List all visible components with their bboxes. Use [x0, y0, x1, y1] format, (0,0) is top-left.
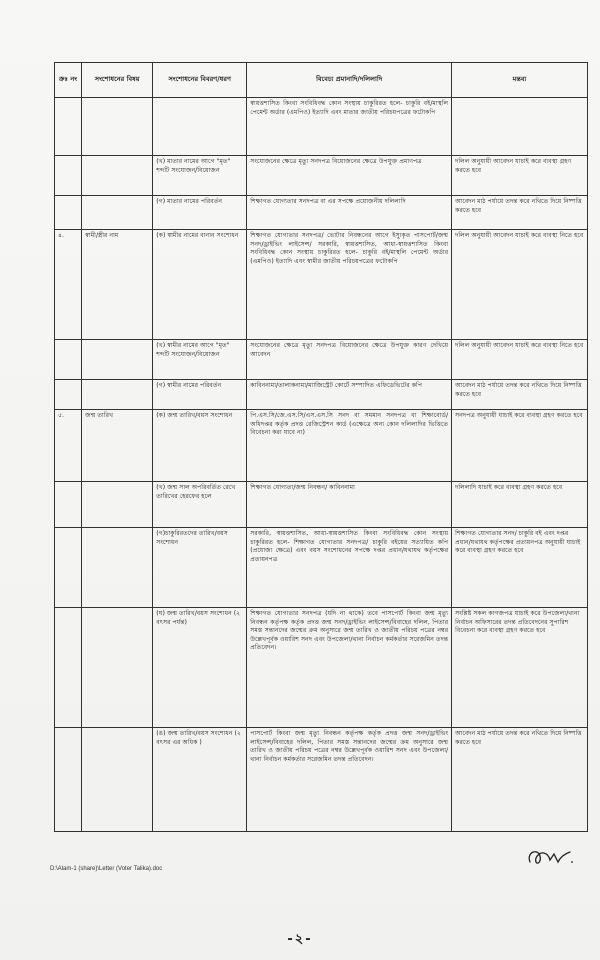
cell-subject — [82, 156, 153, 196]
cell-serial — [55, 380, 82, 410]
table-row — [55, 156, 588, 196]
table-row — [55, 230, 588, 340]
table-row — [55, 196, 588, 230]
cell-documents: কাবিননামা/তালাকনামা/ম্যাজিস্ট্রেট কোর্টে সম্পাদিত এফিডেভিটের কপি — [247, 380, 452, 410]
cell-subject — [82, 380, 153, 410]
cell-serial — [55, 196, 82, 230]
cell-documents: সরকারি, স্বায়ত্তশাসিত, আধা-স্বায়ত্তশাসিত কিংবা সংবিধিবদ্ধ কোন সংস্থায় চাকুরিরত হলে- শিক্ষাগত যোগ্যতার সনদপত্র/ চাকুরি বইয়ের সত্যায়িত কপি (প্রযোজ্য ক্ষেত্রে) এবং বয়স সংশোধনের সপক্ষে দপ্তর প্রধান/যথাযথ কর্তৃপক্ষের প্রত্যয়নপত্র — [247, 528, 452, 608]
cell-detail: (ঘ) জন্ম তারিখ/বয়স সংশোধন (২ বৎসর পর্যন্ত) — [153, 608, 247, 728]
cell-subject — [82, 482, 153, 528]
cell-remark: আবেদন মাঠ পর্যায়ে তদন্ত করে নথিতে দিয়ে নিষ্পত্তি করতে হবে — [452, 196, 588, 230]
header-detail: সংশোধনের বিবরণ/ধরণ — [153, 63, 247, 98]
table-header-row — [55, 63, 588, 98]
cell-subject: জন্ম তারিখ — [82, 410, 153, 482]
cell-remark: সনদপত্র অনুযায়ী যাচাই করে ব্যবস্থা গ্রহণ করতে হবে — [452, 410, 588, 482]
header-serial: ক্রঃ নং — [55, 63, 82, 98]
correction-table — [54, 62, 588, 832]
cell-subject — [82, 98, 153, 156]
cell-subject — [82, 196, 153, 230]
cell-remark: দলিলাদি যাচাই করে ব্যবস্থা গ্রহণ করতে হবে — [452, 482, 588, 528]
cell-serial: ৫. — [55, 410, 82, 482]
cell-documents: সংযোজনের ক্ষেত্রে মৃত্যু সনদপত্র বিয়োজনের ক্ষেত্রে উপযুক্ত প্রমাণপত্র — [247, 156, 452, 196]
cell-documents: সংযোজনের ক্ষেত্রে মৃত্যু সনদপত্র বিয়োজনের ক্ষেত্রে উপযুক্ত কারণ দেখিয়ে আবেদন — [247, 340, 452, 380]
cell-documents: পি.এস.সি/জে.এস.সি/এস.এস.সি সনদ বা সমমান সনদপত্র বা শিক্ষাবোর্ড/ অধিদপ্তর কর্তৃক প্রদত্ত রেজিস্ট্রেশন কার্ড (এক্ষেত্রে অন্য কোন দলিলাদির ভিত্তিতে বিবেচনা করা যাবে না) — [247, 410, 452, 482]
cell-documents: স্বায়ত্তশাসিত কিংবা সংবিধিবদ্ধ কোন সংস্থায় চাকুরিরত হলে- চাকুরি বই/মাস্থলি পেমেন্ট অর্ডার (এমপিও) ইত্যাদি এবং মাতার জাতীয় পরিচয়পত্রের ফটোকপি — [247, 98, 452, 156]
signature-mark — [520, 842, 580, 872]
cell-serial: ৪. — [55, 230, 82, 340]
table-row — [55, 410, 588, 482]
cell-remark — [452, 98, 588, 156]
cell-remark: দলিল অনুযায়ী আবেদন যাচাই করে ব্যবস্থা নিতে হবে — [452, 340, 588, 380]
cell-remark: আবেদন মাঠ পর্যায়ে তদন্ত করে নথিতে দিয়ে নিষ্পত্তি করতে হবে — [452, 728, 588, 832]
file-path-footer: D:\Alam-1 (share)\Letter (Voter Talika).doc — [50, 866, 163, 872]
cell-serial — [55, 482, 82, 528]
cell-remark: দলিল অনুযায়ী আবেদন যাচাই করে ব্যবস্থা গ্রহণ করতে হবে — [452, 156, 588, 196]
cell-documents: শিক্ষাগত যোগ্যতার সনদপত্র (যদি না থাকে) তবে পাসপোর্ট কিংবা জন্ম মৃত্যু নিবন্ধন কর্তৃপক্ষ কর্তৃক প্রদত্ত জন্ম সনদ/ড্রাইভিং লাইসেন্স/বিবাহের দলিল, পিতার সমস্ত সন্তানদের জন্মের ক্রম অনুসারে জন্ম তারিখ ও জাতীয় পরিচয় পত্রের নম্বর উল্লেখপূর্বক ওয়ারিশ সনদ এবং উপজেলা/থানা নির্বাচন কর্মকর্তার সরেজমিন তদন্ত প্রতিবেদন। — [247, 608, 452, 728]
cell-detail: (খ) মাতার নামের আগে "মৃত" শব্দটি সংযোজন/বিয়োজন — [153, 156, 247, 196]
cell-remark: আবেদন মাঠ পর্যায়ে তদন্ত করে নথিতে দিয়ে নিষ্পত্তি করতে হবে — [452, 380, 588, 410]
cell-serial — [55, 98, 82, 156]
header-documents: বিবেচ্য প্রমানাদি/দলিলাদি — [247, 63, 452, 98]
cell-detail — [153, 98, 247, 156]
cell-subject — [82, 728, 153, 832]
cell-serial — [55, 156, 82, 196]
cell-subject — [82, 608, 153, 728]
header-subject: সংশোধনের বিষয় — [82, 63, 153, 98]
table-row — [55, 528, 588, 608]
cell-detail: (খ) স্বামীর নামের আগে "মৃত" শব্দটি সংযোজন/বিয়োজন — [153, 340, 247, 380]
table-row — [55, 608, 588, 728]
table-row — [55, 482, 588, 528]
cell-detail: (ঙ) জন্ম তারিখ/বয়স সংশোধন (২ বৎসর এর অধিক ) — [153, 728, 247, 832]
cell-detail: (ক) জন্ম তারিখ/বয়স সংশোধন — [153, 410, 247, 482]
cell-subject — [82, 528, 153, 608]
cell-serial — [55, 608, 82, 728]
cell-detail: (খ) জন্ম সাল অপরিবর্তিত রেখে তারিখের হেরফের হলে — [153, 482, 247, 528]
cell-remark: সংশ্লিষ্ট সকল কাগজপত্র যাচাই করে উপজেলা/থানা নির্বাচন অফিসারের তদন্ত প্রতিবেদনের সুপারিশ বিবেচনা করে ব্যবস্থা গ্রহণ করতে হবে — [452, 608, 588, 728]
table-row — [55, 728, 588, 832]
cell-serial — [55, 340, 82, 380]
cell-detail: (ক) স্বামীর নামের বানান সংশোধন — [153, 230, 247, 340]
cell-remark: শিক্ষাগত যোগ্যতার সনদ/ চাকুরি বই এবং দপ্তর প্রধান/যথাযথ কর্তৃপক্ষের প্রত্যয়নপত্র অনুযায়ী যাচাই করে ব্যবস্থা গ্রহণ করতে হবে — [452, 528, 588, 608]
cell-serial — [55, 728, 82, 832]
cell-subject — [82, 340, 153, 380]
cell-detail: (গ)চাকুরিরতদের তারিখ/বয়স সংশোধন — [153, 528, 247, 608]
cell-detail: (গ) মাতার নামের পরিবর্তন — [153, 196, 247, 230]
table-row — [55, 340, 588, 380]
cell-documents: শিক্ষাগত যোগ্যতা/জন্ম নিবন্ধন/ কাবিননামা — [247, 482, 452, 528]
table-row — [55, 380, 588, 410]
cell-documents: পাসপোর্ট কিংবা জন্ম মৃত্যু নিবন্ধন কর্তৃপক্ষ কর্তৃক প্রদত্ত জন্ম সনদ/ড্রাইভিং লাইসেন্স/বিবাহের দলিল, পিতার সমস্ত সন্তানদের জন্মের ক্রম অনুসারে জন্ম তারিখ ও জাতীয় পরিচয় পত্রের নম্বর উল্লেখপূর্বক ওয়ারিশ সনদ এবং উপজেলা/থানা নির্বাচন কর্মকর্তার সরেজমিন তদন্ত প্রতিবেদন। — [247, 728, 452, 832]
cell-serial — [55, 528, 82, 608]
cell-detail: (গ) স্বামীর নামের পরিবর্তন — [153, 380, 247, 410]
table-row — [55, 98, 588, 156]
header-remarks: মন্তব্য — [452, 63, 588, 98]
cell-documents: শিক্ষাগত যোগ্যতার সনদপত্র/ ভোটার নিবন্ধনের আগে ইস্যুকৃত পাসপোর্ট/জন্ম সনদ/ড্রাইভিং লাইসেন্স/ সরকারি, স্বায়ত্তশাসিত, আধা-স্বায়ত্তশাসিত কিংবা সংবিধিবদ্ধ কোন সংস্থায় চাকুরিরত হলে- চাকুরি বই/মাস্থলি পেমেন্ট অর্ডার (এমপিও) ইত্যাদি এবং স্বামীর জাতীয় পরিচয়পত্রের ফটোকপি — [247, 230, 452, 340]
cell-documents: শিক্ষাগত যোগ্যতার সনদপত্র বা এর সপক্ষে প্রয়োজনীয় দলিলাদি — [247, 196, 452, 230]
page-number: -২- — [287, 932, 313, 947]
cell-remark: দলিল অনুযায়ী আবেদন যাচাই করে ব্যবস্থা নিতে হবে — [452, 230, 588, 340]
cell-subject: স্বামী/স্ত্রীর নাম — [82, 230, 153, 340]
